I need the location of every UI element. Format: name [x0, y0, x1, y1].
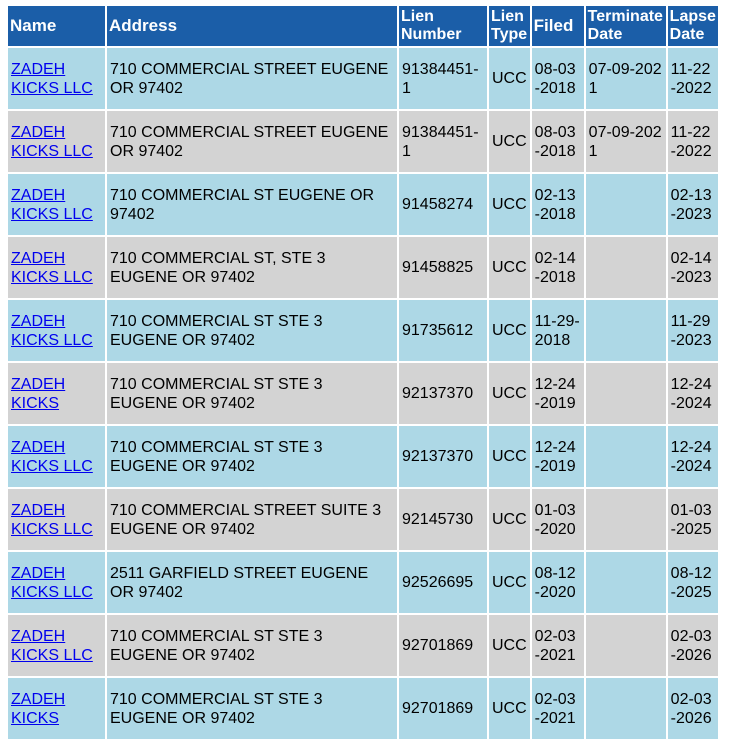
cell-lien-number-text: 92137370: [402, 385, 474, 402]
cell-filed: [532, 552, 584, 613]
cell-terminate-date: [586, 48, 666, 109]
cell-filed: [532, 174, 584, 235]
cell-lien-type: [489, 678, 530, 739]
header-address: Address: [107, 6, 397, 46]
cell-filed-text: 02-03-2021: [534, 627, 576, 664]
cell-address-text: 710 COMMERCIAL ST, STE 3 EUGENE OR 97402: [110, 249, 326, 286]
cell-lien-number-text: 91384451-1: [402, 60, 479, 97]
cell-address-text: 710 COMMERCIAL ST STE 3 EUGENE OR 97402: [110, 375, 323, 412]
cell-terminate-date-text: 07-09-2021: [588, 123, 662, 160]
cell-lien-type: [489, 174, 530, 235]
cell-lien-type-text: UCC: [492, 133, 527, 150]
lien-table-container: [6, 4, 720, 741]
table-row: [8, 552, 718, 613]
cell-lien-number: [399, 300, 487, 361]
table-row: [8, 489, 718, 550]
cell-lien-number: [399, 237, 487, 298]
cell-lien-type-text: UCC: [492, 196, 527, 213]
cell-filed-text: 01-03-2020: [534, 501, 576, 538]
cell-address: [107, 174, 397, 235]
cell-filed: [532, 678, 584, 739]
cell-filed-text: 08-03-2018: [534, 123, 576, 160]
cell-filed: [532, 300, 584, 361]
cell-name: [8, 237, 105, 298]
cell-lapse-date: [668, 489, 718, 550]
cell-terminate-date: [586, 363, 666, 424]
cell-address-text: 710 COMMERCIAL ST STE 3 EUGENE OR 97402: [110, 627, 323, 664]
cell-lien-type: [489, 615, 530, 676]
cell-lapse-date-text: 02-13-2023: [670, 186, 712, 223]
cell-lien-number: [399, 426, 487, 487]
cell-name: [8, 678, 105, 739]
table-header-row: [8, 6, 718, 46]
company-name-link[interactable]: ZADEH KICKS LLC: [11, 60, 93, 97]
cell-lien-type-text: UCC: [492, 700, 527, 717]
cell-lapse-date-text: 01-03-2025: [670, 501, 712, 538]
cell-lien-type-text: UCC: [492, 259, 527, 276]
cell-address-text: 710 COMMERCIAL ST STE 3 EUGENE OR 97402: [110, 690, 323, 727]
cell-filed: [532, 111, 584, 172]
cell-name: [8, 300, 105, 361]
header-filed: Filed: [532, 6, 584, 46]
cell-lien-number-text: 91735612: [402, 322, 474, 339]
cell-filed: [532, 237, 584, 298]
cell-filed-text: 12-24-2019: [534, 375, 576, 412]
cell-name: [8, 489, 105, 550]
cell-filed: [532, 615, 584, 676]
cell-lapse-date-text: 02-14-2023: [670, 249, 712, 286]
cell-lien-type-text: UCC: [492, 70, 527, 87]
cell-lien-number: [399, 174, 487, 235]
table-row: [8, 678, 718, 739]
cell-terminate-date: [586, 111, 666, 172]
cell-address: [107, 489, 397, 550]
cell-lien-type: [489, 489, 530, 550]
cell-lien-type: [489, 552, 530, 613]
cell-lapse-date: [668, 174, 718, 235]
cell-terminate-date: [586, 426, 666, 487]
header-lien-number: Lien Number: [399, 6, 487, 46]
table-row: [8, 300, 718, 361]
cell-lapse-date-text: 02-03-2026: [670, 627, 712, 664]
cell-lien-type-text: UCC: [492, 322, 527, 339]
cell-lien-number-text: 92701869: [402, 700, 474, 717]
cell-lien-number: [399, 552, 487, 613]
cell-lapse-date-text: 11-29-2023: [670, 312, 712, 349]
cell-address: [107, 615, 397, 676]
header-name: Name: [8, 6, 105, 46]
cell-terminate-date-text: 07-09-2021: [588, 60, 662, 97]
cell-address: [107, 426, 397, 487]
cell-name: [8, 111, 105, 172]
header-lapse-date: Lapse Date: [668, 6, 718, 46]
cell-lapse-date: [668, 363, 718, 424]
cell-filed: [532, 489, 584, 550]
cell-lapse-date-text: 08-12-2025: [670, 564, 712, 601]
cell-name: [8, 48, 105, 109]
cell-name: [8, 363, 105, 424]
cell-address-text: 710 COMMERCIAL STREET EUGENE OR 97402: [110, 123, 389, 160]
cell-lien-number: [399, 678, 487, 739]
cell-lapse-date: [668, 48, 718, 109]
cell-name: [8, 174, 105, 235]
cell-lien-number-text: 91458274: [402, 196, 474, 213]
cell-address: [107, 552, 397, 613]
table-row: [8, 426, 718, 487]
cell-filed-text: 02-03-2021: [534, 690, 576, 727]
cell-address-text: 710 COMMERCIAL STREET EUGENE OR 97402: [110, 60, 389, 97]
table-row: [8, 111, 718, 172]
cell-address: [107, 678, 397, 739]
cell-address: [107, 363, 397, 424]
cell-lien-number-text: 92137370: [402, 448, 474, 465]
cell-lapse-date: [668, 678, 718, 739]
cell-terminate-date: [586, 615, 666, 676]
cell-lien-number-text: 91458825: [402, 259, 474, 276]
cell-lien-number-text: 92145730: [402, 511, 474, 528]
cell-name: [8, 426, 105, 487]
cell-terminate-date: [586, 237, 666, 298]
cell-lapse-date: [668, 552, 718, 613]
cell-lapse-date: [668, 300, 718, 361]
cell-address-text: 710 COMMERCIAL ST EUGENE OR 97402: [110, 186, 375, 223]
cell-lapse-date: [668, 237, 718, 298]
cell-lien-type-text: UCC: [492, 574, 527, 591]
company-name-link[interactable]: ZADEH KICKS LLC: [11, 123, 93, 160]
cell-address: [107, 48, 397, 109]
cell-lien-number: [399, 615, 487, 676]
cell-lien-number: [399, 111, 487, 172]
cell-lien-type: [489, 111, 530, 172]
cell-lien-number-text: 92526695: [402, 574, 474, 591]
cell-lien-type-text: UCC: [492, 511, 527, 528]
company-name-link[interactable]: ZADEH KICKS LLC: [11, 249, 93, 286]
cell-lien-type-text: UCC: [492, 637, 527, 654]
cell-lien-type: [489, 237, 530, 298]
cell-terminate-date: [586, 552, 666, 613]
cell-filed-text: 02-13-2018: [534, 186, 576, 223]
cell-lien-number-text: 92701869: [402, 637, 474, 654]
cell-lien-number: [399, 48, 487, 109]
cell-address-text: 2511 GARFIELD STREET EUGENE OR 97402: [110, 564, 369, 601]
cell-lien-type: [489, 48, 530, 109]
cell-address-text: 710 COMMERCIAL ST STE 3 EUGENE OR 97402: [110, 438, 323, 475]
company-name-link[interactable]: ZADEH KICKS LLC: [11, 627, 93, 664]
table-row: [8, 363, 718, 424]
cell-lapse-date: [668, 615, 718, 676]
cell-lapse-date-text: 02-03-2026: [670, 690, 712, 727]
cell-filed-text: 11-29-2018: [534, 312, 580, 349]
company-name-link[interactable]: ZADEH KICKS LLC: [11, 438, 93, 475]
cell-filed: [532, 426, 584, 487]
table-body: [8, 48, 718, 739]
cell-terminate-date: [586, 678, 666, 739]
cell-lapse-date-text: 12-24-2024: [670, 438, 712, 475]
cell-lien-number: [399, 363, 487, 424]
cell-address-text: 710 COMMERCIAL STREET SUITE 3 EUGENE OR 97402: [110, 501, 382, 538]
cell-name: [8, 552, 105, 613]
cell-lapse-date-text: 11-22-2022: [670, 60, 712, 97]
cell-lien-type: [489, 426, 530, 487]
cell-lien-type-text: UCC: [492, 385, 527, 402]
table-row: [8, 174, 718, 235]
cell-filed-text: 08-12-2020: [534, 564, 576, 601]
cell-lien-number-text: 91384451-1: [402, 123, 479, 160]
header-terminate-date: Terminate Date: [586, 6, 666, 46]
table-row: [8, 615, 718, 676]
cell-terminate-date: [586, 300, 666, 361]
cell-lien-number: [399, 489, 487, 550]
cell-filed: [532, 48, 584, 109]
header-lien-type: Lien Type: [489, 6, 530, 46]
company-name-link[interactable]: ZADEH KICKS LLC: [11, 312, 93, 349]
company-name-link[interactable]: ZADEH KICKS: [11, 375, 66, 412]
cell-filed-text: 02-14-2018: [534, 249, 576, 286]
cell-terminate-date: [586, 489, 666, 550]
company-name-link[interactable]: ZADEH KICKS LLC: [11, 564, 93, 601]
cell-lapse-date: [668, 426, 718, 487]
cell-lien-type: [489, 300, 530, 361]
cell-filed-text: 12-24-2019: [534, 438, 576, 475]
table-row: [8, 237, 718, 298]
company-name-link[interactable]: ZADEH KICKS LLC: [11, 501, 93, 538]
table-row: [8, 48, 718, 109]
cell-lien-type-text: UCC: [492, 448, 527, 465]
company-name-link[interactable]: ZADEH KICKS: [11, 690, 66, 727]
cell-filed-text: 08-03-2018: [534, 60, 576, 97]
cell-filed: [532, 363, 584, 424]
cell-lapse-date-text: 11-22-2022: [670, 123, 712, 160]
cell-lien-type: [489, 363, 530, 424]
cell-lapse-date: [668, 111, 718, 172]
cell-address: [107, 111, 397, 172]
cell-address-text: 710 COMMERCIAL ST STE 3 EUGENE OR 97402: [110, 312, 323, 349]
cell-address: [107, 237, 397, 298]
cell-name: [8, 615, 105, 676]
cell-lapse-date-text: 12-24-2024: [670, 375, 712, 412]
cell-address: [107, 300, 397, 361]
lien-table: [6, 4, 720, 741]
company-name-link[interactable]: ZADEH KICKS LLC: [11, 186, 93, 223]
cell-terminate-date: [586, 174, 666, 235]
